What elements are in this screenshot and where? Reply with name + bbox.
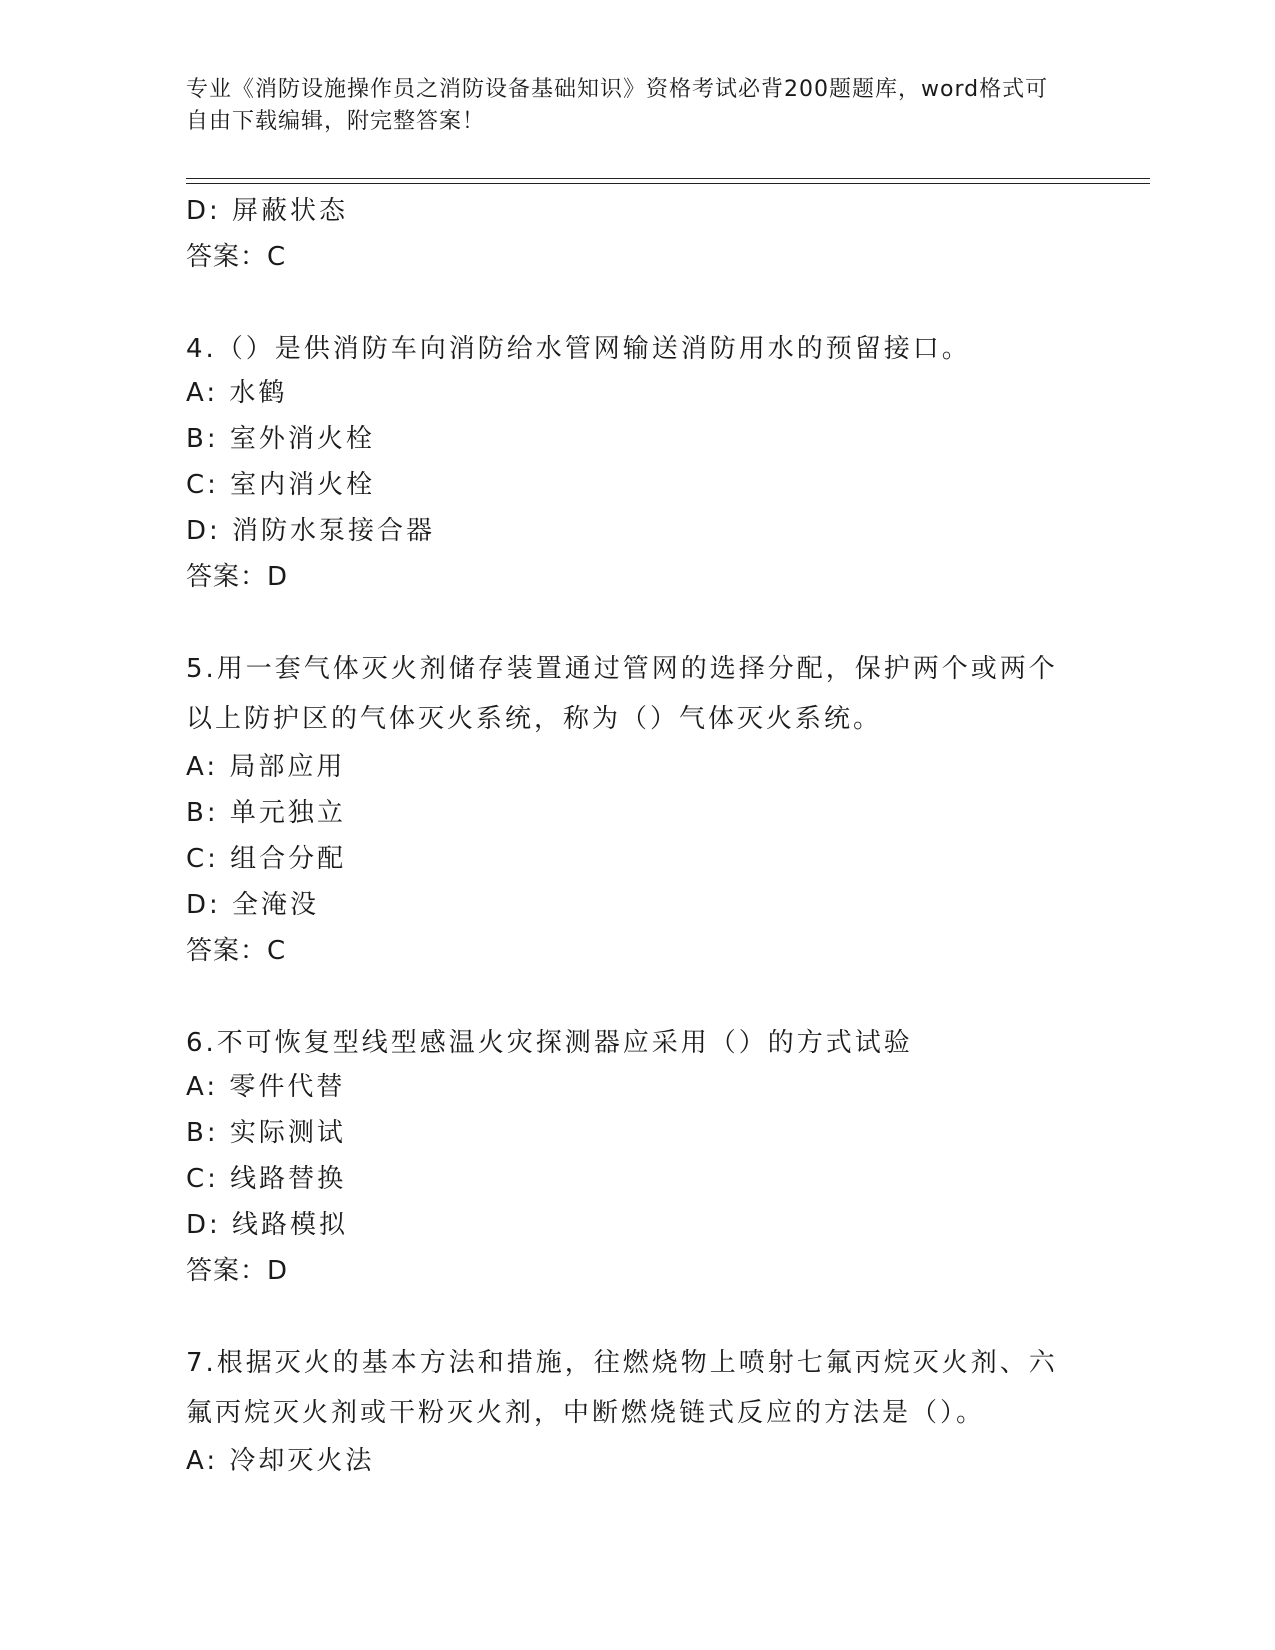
option-a: A: 零件代替 [186,1072,346,1102]
header-rule-top [186,178,1150,179]
option-b: B: 室外消火栓 [186,424,375,454]
question-block-6 [186,1018,1066,1294]
option-a: A: 局部应用 [186,752,346,782]
question-stem: 5.用一套气体灭火剂储存装置通过管网的选择分配，保护两个或两个以上防护区的气体灭火系统，称为（）气体灭火系统。 [186,654,1058,734]
question-block-3 [186,188,1066,280]
question-stem: 6.不可恢复型线型感温火灾探测器应采用（）的方式试验 [186,1028,913,1058]
question-block-7 [186,1338,1066,1484]
option-d: D: 全淹没 [186,890,320,920]
option-c: C: 线路替换 [186,1164,347,1194]
answer-label: 答案：C [186,242,287,272]
answer-label: 答案：D [186,562,289,592]
header-rule-bottom [186,183,1150,184]
question-stem: 7.根据灭火的基本方法和措施，往燃烧物上喷射七氟丙烷灭火剂、六氟丙烷灭火剂或干粉灭火剂，中断燃烧链式反应的方法是（）。 [186,1348,1058,1428]
question-list [186,188,1066,1484]
document-header: 专业《消防设施操作员之消防设备基础知识》资格考试必背200题题库，word格式可自由下载编辑，附完整答案！ [186,77,1049,134]
answer-label: 答案：D [186,1256,289,1286]
option-d: D: 消防水泵接合器 [186,516,436,546]
option-a: A: 水鹤 [186,378,288,408]
option-d: D: 屏蔽状态 [186,196,349,226]
question-stem: 4.（）是供消防车向消防给水管网输送消防用水的预留接口。 [186,334,971,364]
question-block-4 [186,324,1066,600]
option-a: A: 冷却灭火法 [186,1446,375,1476]
option-b: B: 单元独立 [186,798,346,828]
option-d: D: 线路模拟 [186,1210,349,1240]
option-c: C: 组合分配 [186,844,347,874]
option-c: C: 室内消火栓 [186,470,376,500]
question-block-5 [186,644,1066,974]
option-b: B: 实际测试 [186,1118,346,1148]
answer-label: 答案：C [186,936,287,966]
